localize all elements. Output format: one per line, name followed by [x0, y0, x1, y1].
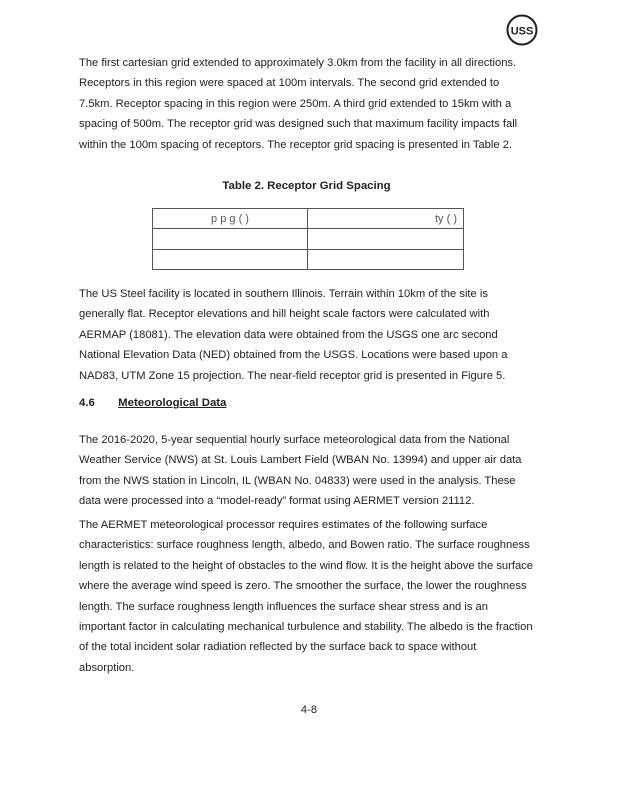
table-header-cell: ty ( ) [308, 209, 464, 229]
receptor-grid-table [152, 208, 464, 270]
section-number: 4.6 [79, 397, 95, 409]
paragraph-met-data: The 2016-2020, 5-year sequential hourly surface meteorological data from the National Weather Service (NWS) at St. Louis Lambert Field (WBAN No. 13994) and upper air data from the NWS station in Lincoln, IL (WBAN No. 04833) were used in the analysis. These data were processed into a “model-ready” format using AERMET version 21112. [79, 434, 522, 508]
table-cell [153, 229, 308, 249]
section-title: Meteorological Data [118, 397, 227, 409]
table-row [153, 249, 464, 269]
table-header-cell: p p g ( ) [153, 209, 308, 229]
table-row [153, 229, 464, 249]
paragraph-terrain: The US Steel facility is located in southern Illinois. Terrain within 10km of the site is generally flat. Receptor elevations and hill height scale factors were calculated with AERMAP (18081). The elevation data were obtained from the USGS one arc second National Elevation Data (NED) obtained from the USGS. Locations were based upon a NAD83, UTM Zone 15 projection. The near-field receptor grid is presented in Figure 5. [79, 288, 508, 382]
table-cell [308, 229, 464, 249]
section-heading [79, 397, 226, 409]
uss-logo-icon [506, 14, 538, 46]
table-cell [153, 249, 308, 269]
logo-text: USS [510, 25, 534, 38]
paragraph-surface-characteristics: The AERMET meteorological processor requires estimates of the following surface characteristics: surface roughness length, albedo, and Bowen ratio. The surface roughness length is related to the height of obstacles to the wind flow. It is the height above the surface where the average wind speed is zero. The smoother the surface, the lower the roughness length. The surface roughness length influences the surface shear stress and is an important factor in calculating mechanical turbulence and stability. The albedo is the fraction of the total incident solar radiation reflected by the surface back to space without absorption. [79, 519, 533, 674]
table-cell [308, 249, 464, 269]
page-number: 4-8 [300, 704, 318, 716]
table-title: Table 2. Receptor Grid Spacing [222, 180, 391, 192]
table-header-row [153, 209, 464, 229]
paragraph-grid-description: The first cartesian grid extended to approximately 3.0km from the facility in all directions. Receptors in this region were spaced at 100m intervals. The second grid extended to 7.5km. Receptor spacing in this region were 250m. A third grid extended to 15km with a spacing of 500m. The receptor grid was designed such that maximum facility impacts fall within the 100m spacing of receptors. The receptor grid spacing is presented in Table 2. [79, 57, 518, 151]
